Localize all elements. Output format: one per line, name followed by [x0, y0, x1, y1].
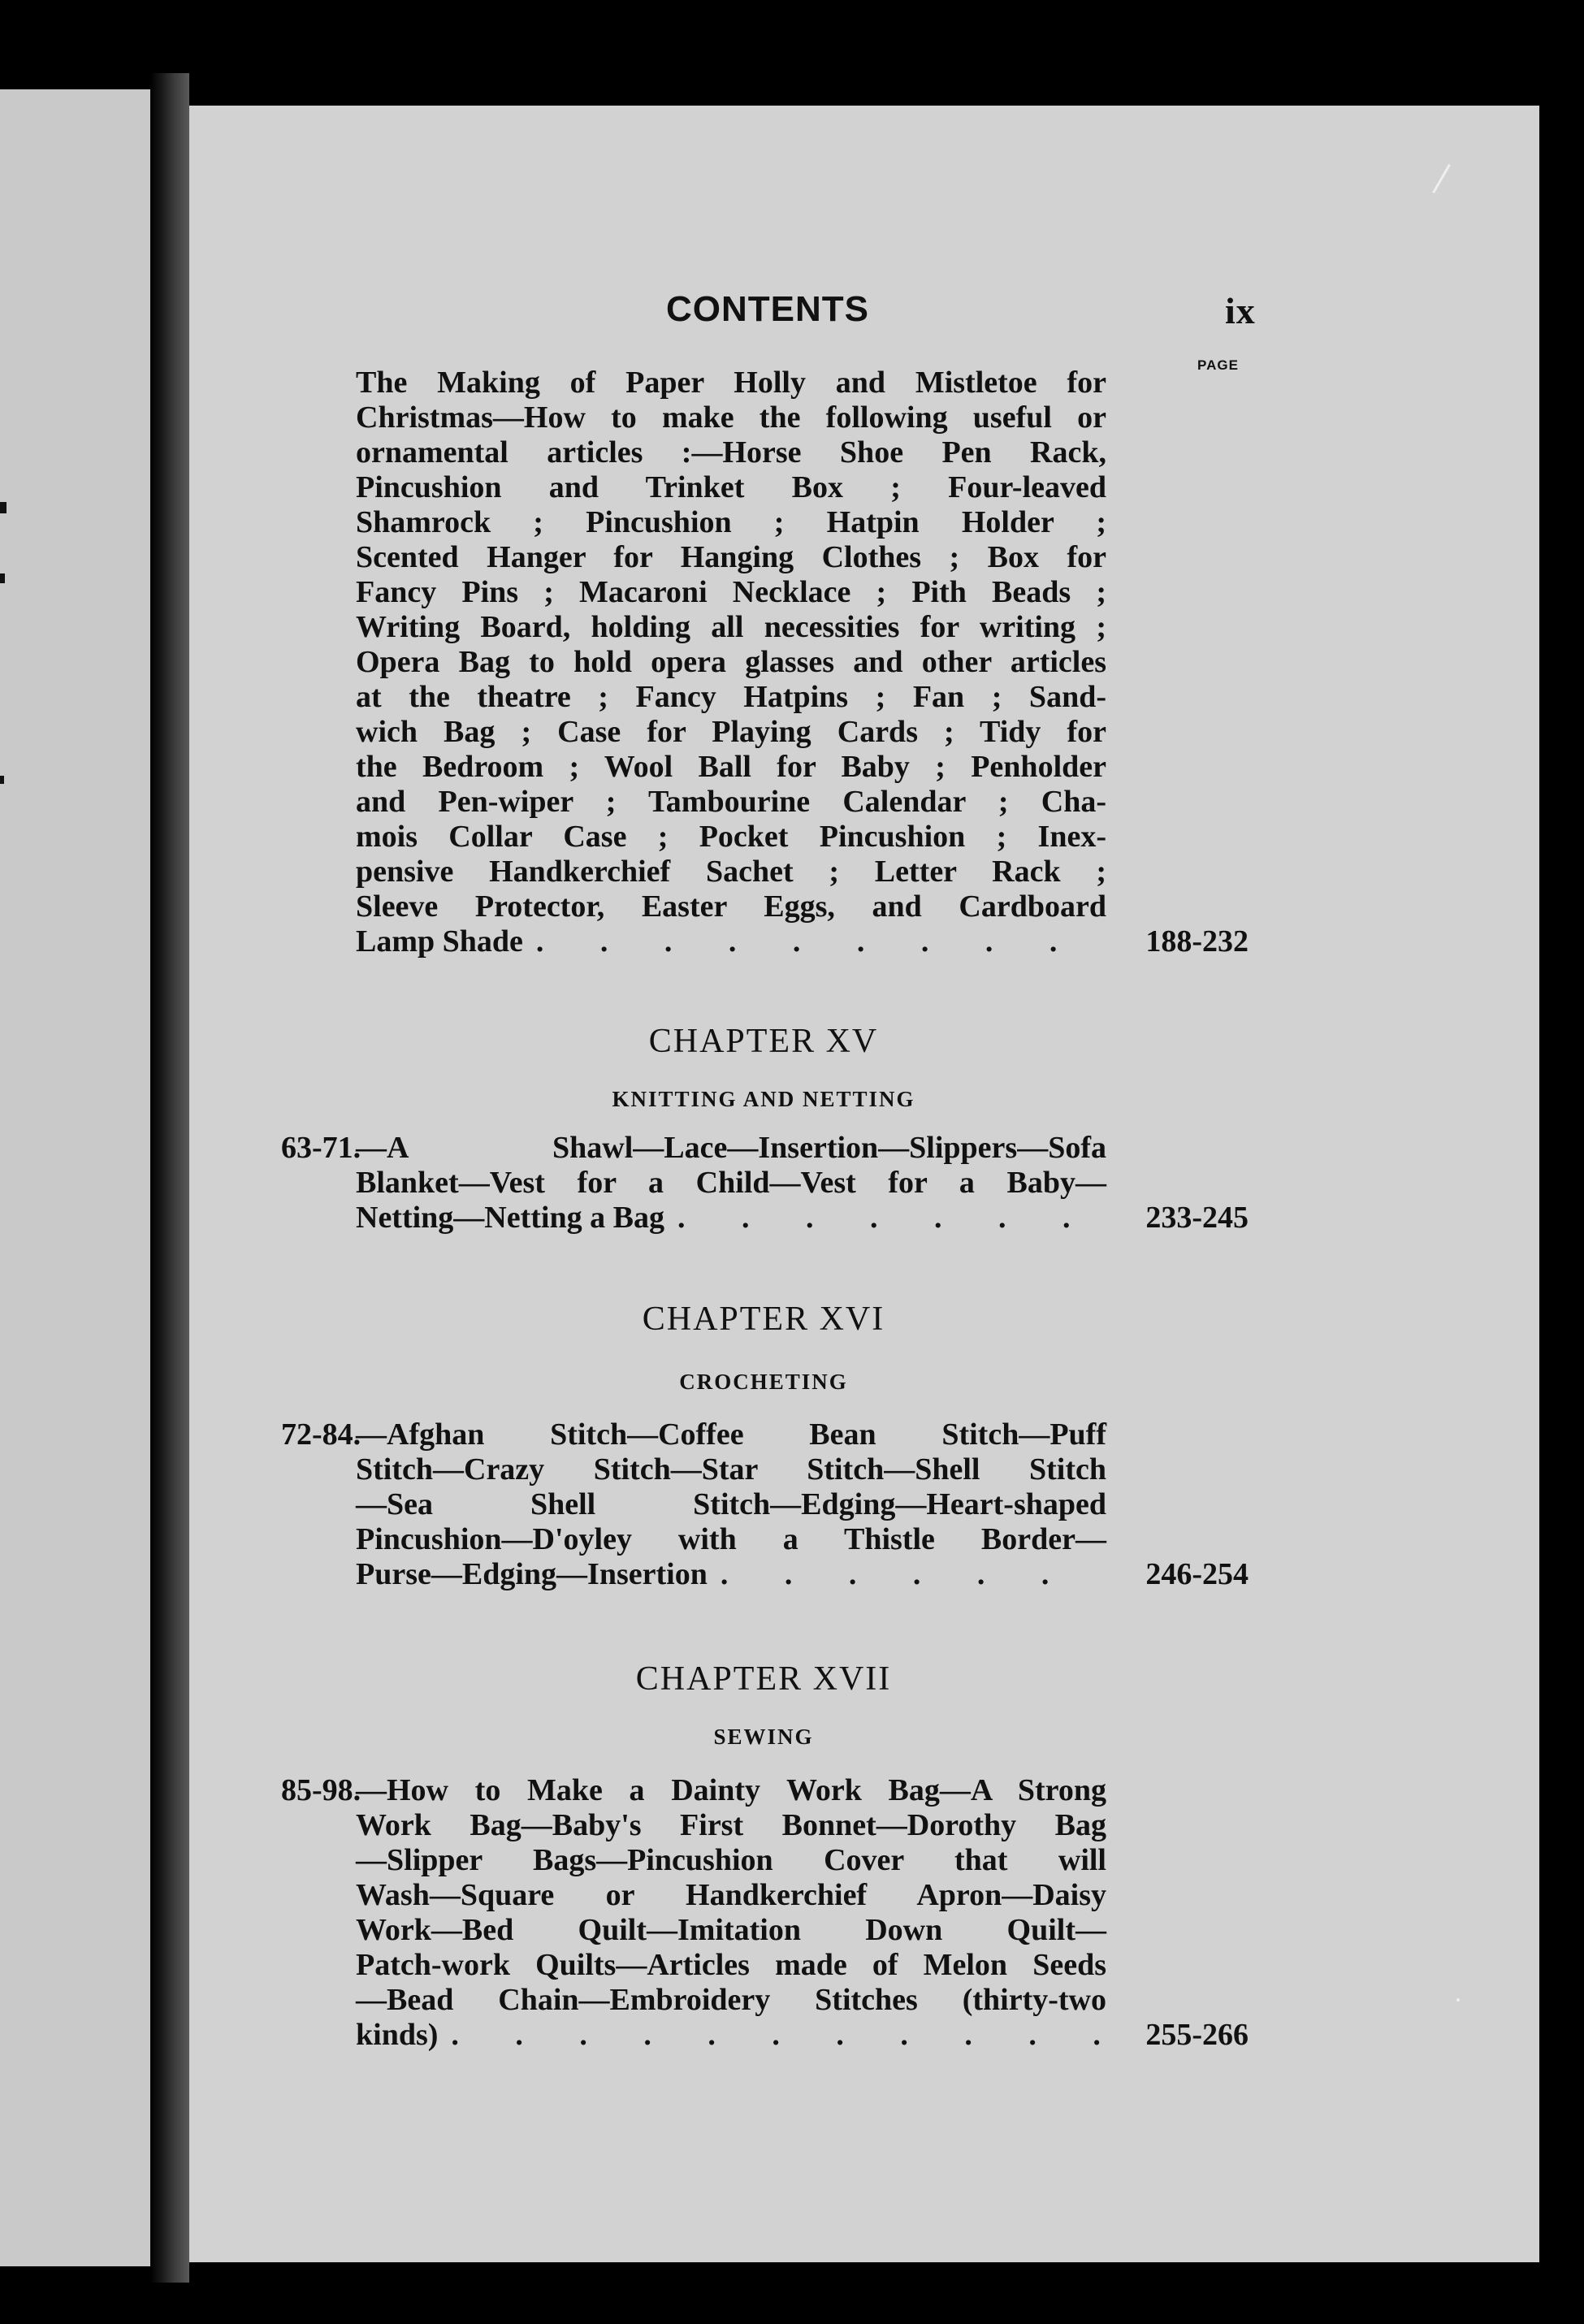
entry-line: Shamrock ; Pincushion ; Hatpin Holder ; — [356, 505, 1106, 539]
article-numbers: 63-71. — [281, 1131, 361, 1165]
entry-line: Stitch—Crazy Stitch—Star Stitch—Shell Stitch — [356, 1452, 1106, 1487]
page-title: CONTENTS — [666, 289, 869, 329]
entry-line: —A Shawl—Lace—Insertion—Slippers—Sofa — [356, 1131, 1106, 1165]
entry-line: kinds) — [356, 2018, 439, 2052]
entry-line: Fancy Pins ; Macaroni Necklace ; Pith Beads ; — [356, 575, 1106, 609]
entry-line: Opera Bag to hold opera glasses and other articles — [356, 645, 1106, 679]
page-range: 188-232 — [1145, 924, 1249, 959]
entry-line: Netting—Netting a Bag — [356, 1201, 664, 1235]
chapter-heading: CHAPTER XVI — [642, 1300, 885, 1338]
chapter-subtitle: SEWING — [713, 1725, 814, 1749]
entry-line: Lamp Shade — [356, 924, 523, 959]
dot-leader — [536, 924, 1106, 959]
entry-line: Scented Hanger for Hanging Clothes ; Box for — [356, 540, 1106, 574]
entry-line: and Pen-wiper ; Tambourine Calendar ; Cha- — [356, 785, 1106, 819]
entry-line: —How to Make a Dainty Work Bag—A Strong — [356, 1773, 1106, 1807]
page-range: 233-245 — [1145, 1201, 1249, 1235]
entry-line: Work—Bed Quilt—Imitation Down Quilt— — [356, 1913, 1106, 1947]
entry-line: the Bedroom ; Wool Ball for Baby ; Penholder — [356, 750, 1106, 784]
entry-line: —Slipper Bags—Pincushion Cover that will — [356, 1843, 1106, 1877]
left-page-mark — [0, 776, 4, 784]
film-scratch — [1456, 1998, 1460, 2002]
page-number: ix — [1225, 290, 1256, 331]
right-margin-dark — [1539, 0, 1584, 2324]
chapter-subtitle: KNITTING AND NETTING — [612, 1087, 915, 1111]
film-scratch — [1432, 164, 1451, 193]
left-facing-page — [0, 89, 150, 2266]
entry-line: mois Collar Case ; Pocket Pincushion ; Inex- — [356, 820, 1106, 854]
entry-last-line — [356, 1201, 1106, 1236]
contents-entry — [281, 1773, 1249, 2053]
dot-leader — [721, 1557, 1106, 1592]
page-range: 255-266 — [1145, 2018, 1249, 2052]
dot-leader — [677, 1201, 1106, 1236]
entry-line: —Afghan Stitch—Coffee Bean Stitch—Puff — [356, 1417, 1106, 1452]
left-page-mark — [0, 573, 5, 583]
contents-entry — [281, 1417, 1249, 1592]
article-numbers: 85-98. — [281, 1773, 361, 1807]
entry-line: —Sea Shell Stitch—Edging—Heart-shaped — [356, 1487, 1106, 1521]
page-range: 246-254 — [1145, 1557, 1249, 1591]
entry-last-line — [356, 924, 1106, 959]
page-column-label: PAGE — [1197, 357, 1239, 373]
book-spine-shadow — [150, 73, 189, 2283]
chapter-subtitle: CROCHETING — [679, 1370, 848, 1394]
dot-leader — [451, 2018, 1106, 2053]
entry-line: Wash—Square or Handkerchief Apron—Daisy — [356, 1878, 1106, 1912]
entry-last-line — [356, 2018, 1106, 2053]
chapter-heading: CHAPTER XVII — [635, 1660, 892, 1698]
entry-line: Pincushion—D'oyley with a Thistle Border— — [356, 1522, 1106, 1556]
entry-line: Writing Board, holding all necessities for writing ; — [356, 610, 1106, 644]
entry-line: wich Bag ; Case for Playing Cards ; Tidy for — [356, 715, 1106, 749]
contents-entry — [281, 1131, 1249, 1236]
entry-line: —Bead Chain—Embroidery Stitches (thirty-two — [356, 1983, 1106, 2017]
entry-last-line — [356, 1557, 1106, 1592]
entry-line: at the theatre ; Fancy Hatpins ; Fan ; Sand- — [356, 680, 1106, 714]
entry-line: Patch-work Quilts—Articles made of Melon Seeds — [356, 1948, 1106, 1982]
entry-line: Christmas—How to make the following useful or — [356, 400, 1106, 435]
chapter-heading: CHAPTER XV — [648, 1023, 879, 1060]
entry-line: Pincushion and Trinket Box ; Four-leaved — [356, 470, 1106, 504]
entry-line: Purse—Edging—Insertion — [356, 1557, 708, 1591]
article-numbers: 72-84. — [281, 1417, 361, 1452]
entry-line: Sleeve Protector, Easter Eggs, and Cardboard — [356, 889, 1106, 924]
entry-line: pensive Handkerchief Sachet ; Letter Rack ; — [356, 855, 1106, 889]
entry-line: Blanket—Vest for a Child—Vest for a Baby— — [356, 1166, 1106, 1200]
entry-line: ornamental articles :—Horse Shoe Pen Rack, — [356, 435, 1106, 470]
contents-entry — [356, 366, 1249, 959]
entry-line: Work Bag—Baby's First Bonnet—Dorothy Bag — [356, 1808, 1106, 1842]
entry-line: The Making of Paper Holly and Mistletoe for — [356, 366, 1106, 400]
left-page-mark — [0, 502, 6, 513]
